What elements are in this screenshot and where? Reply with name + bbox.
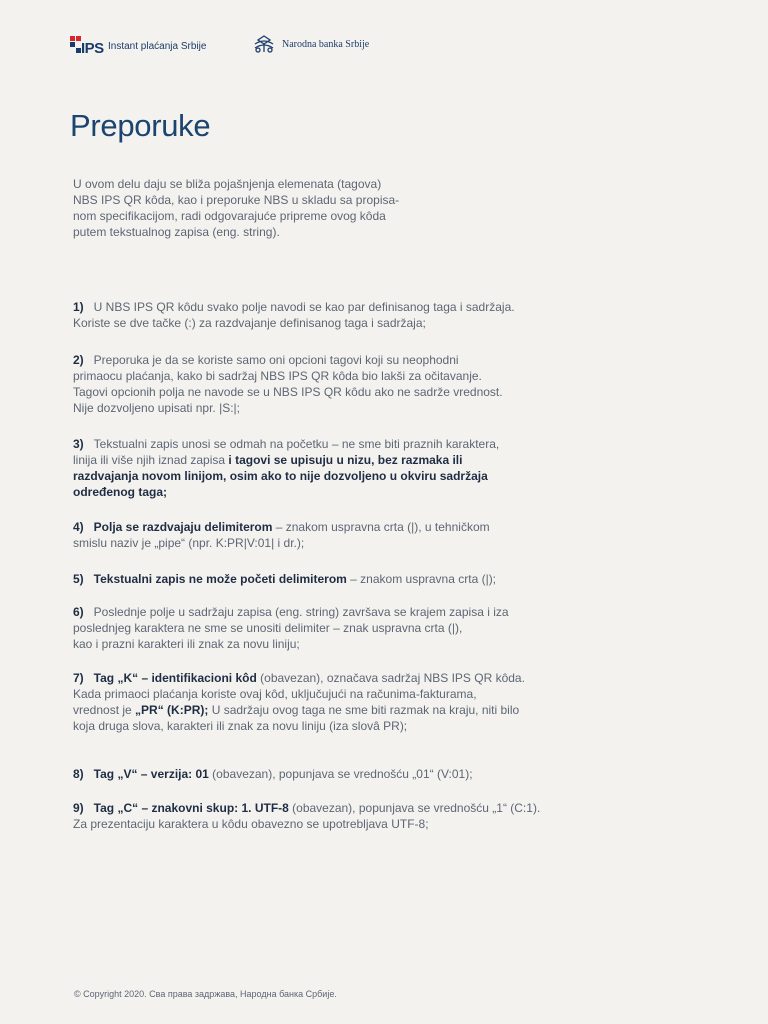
nbs-emblem-icon: [252, 34, 276, 54]
item-text: Za prezentaciju karaktera u kôdu obavezno se upotrebljava UTF-8;: [73, 817, 429, 831]
intro-line: NBS IPS QR kôda, kao i preporuke NBS u skladu sa propisa-: [73, 193, 400, 207]
item-number: 1): [73, 300, 84, 314]
item-text-bold: određenog taga;: [73, 485, 168, 499]
recommendation-item: [73, 352, 553, 416]
item-number: 6): [73, 605, 84, 619]
item-text: (obavezan), označava sadržaj NBS IPS QR kôda.: [256, 671, 525, 685]
copyright-footer: © Copyright 2020. Сва права задржава, Народна банка Србије.: [74, 989, 337, 999]
item-text-bold: razdvajanja novom linijom, osim ako to nije dozvoljeno u okviru sadržaja: [73, 469, 488, 483]
item-text: linija ili više njih iznad zapisa: [73, 453, 229, 467]
item-text-bold: Tekstualni zapis ne može početi delimiterom: [93, 572, 347, 586]
item-text: Tekstualni zapis unosi se odmah na početku – ne sme biti praznih karaktera,: [93, 437, 500, 451]
recommendation-item: [73, 766, 553, 782]
item-text: (obavezan), popunjava se vrednošću „1“ (C:1).: [288, 801, 541, 815]
item-text: Koriste se dve tačke (:) za razdvajanje definisanog taga i sadržaja;: [73, 316, 426, 330]
item-text: U NBS IPS QR kôdu svako polje navodi se kao par definisanog taga i sadržaja.: [93, 300, 515, 314]
item-text: koja druga slova, karakteri ili znak za novu liniju (iza slovâ PR);: [73, 719, 408, 733]
item-number: 3): [73, 437, 84, 451]
recommendation-item: [73, 299, 553, 331]
item-number: 4): [73, 520, 84, 534]
page-header: [68, 34, 688, 60]
item-text: Tagovi opcionih polja ne navode se u NBS IPS QR kôdu ako ne sadrže vrednost.: [73, 385, 503, 399]
nbs-logo-label: Narodna banka Srbije: [282, 38, 370, 50]
item-text: Poslednje polje u sadržaju zapisa (eng. string) završava se krajem zapisa i iza: [93, 605, 509, 619]
intro-line: U ovom delu daju se bliža pojašnjenja elemenata (tagova): [73, 177, 382, 191]
item-text: kao i prazni karakteri ili znak za novu liniju;: [73, 637, 300, 651]
item-text: U sadržaju ovog taga ne sme biti razmak na kraju, niti bilo: [208, 703, 520, 717]
recommendation-item: [73, 436, 553, 500]
item-text: Preporuka je da se koriste samo oni opcioni tagovi koji su neophodni: [93, 353, 459, 367]
item-text-bold: i tagovi se upisuju u nizu, bez razmaka ili: [228, 453, 463, 467]
item-text-bold: Tag „K“ – identifikacioni kôd: [93, 671, 257, 685]
intro-paragraph: [73, 176, 423, 240]
recommendation-item: [73, 571, 553, 587]
item-text: Nije dozvoljeno upisati npr. |S:|;: [73, 401, 240, 415]
recommendation-item: [73, 800, 553, 832]
item-text: – znakom uspravna crta (|);: [346, 572, 497, 586]
item-text: poslednjeg karaktera ne sme se unositi delimiter – znak uspravna crta (|),: [73, 621, 463, 635]
recommendation-item: [73, 604, 553, 652]
item-text-bold: Polja se razdvajaju delimiterom: [93, 520, 273, 534]
item-text: primaocu plaćanja, kako bi sadržaj NBS IPS QR kôda bio lakši za očitavanje.: [73, 369, 482, 383]
item-number: 5): [73, 572, 84, 586]
item-number: 9): [73, 801, 84, 815]
item-number: 2): [73, 353, 84, 367]
item-number: 7): [73, 671, 84, 685]
item-number: 8): [73, 767, 84, 781]
ips-logo-mark: [68, 34, 104, 58]
item-text: vrednost je: [73, 703, 136, 717]
item-text-bold: „PR“ (K:PR);: [135, 703, 209, 717]
ips-logo-text: IPS: [81, 40, 104, 57]
ips-logo: [68, 34, 206, 58]
item-text-bold: Tag „V“ – verzija: 01: [93, 767, 209, 781]
item-text: (obavezan), popunjava se vrednošću „01“ (V:01);: [208, 767, 473, 781]
intro-line: putem tekstualnog zapisa (eng. string).: [73, 225, 280, 239]
nbs-logo: [252, 34, 369, 54]
page-title: Preporuke: [70, 108, 211, 143]
intro-line: nom specifikacijom, radi odgovarajuće pripreme ovog kôda: [73, 209, 386, 223]
recommendation-item: [73, 519, 553, 551]
item-text-bold: Tag „C“ – znakovni skup: 1. UTF-8: [93, 801, 289, 815]
ips-logo-label: Instant plaćanja Srbije: [108, 40, 207, 52]
item-text: – znakom uspravna crta (|), u tehničkom: [272, 520, 490, 534]
item-text: smislu naziv je „pipe“ (npr. K:PR|V:01| i dr.);: [73, 536, 305, 550]
recommendation-item: [73, 670, 553, 734]
item-text: Kada primaoci plaćanja koriste ovaj kôd, uključujući na računima-fakturama,: [73, 687, 477, 701]
